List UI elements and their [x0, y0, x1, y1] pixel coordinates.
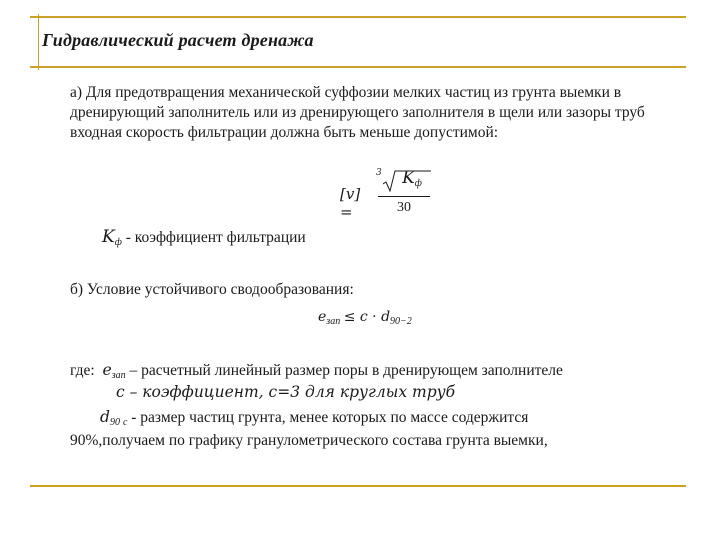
formula-lhs: [v] = [340, 185, 361, 221]
c-definition: c – коэффициент, c=3 для круглых труб [116, 383, 456, 401]
formula-numerator: $K_ф$ [402, 168, 422, 189]
e-definition: где: $e_{зап}$ – расчетный линейный размер поры в дренирующем заполнителе [70, 361, 563, 381]
formula-denominator: 30 [397, 200, 411, 215]
title-underline-rule [30, 66, 686, 68]
page-title: Гидравлический расчет дренажа [42, 30, 314, 50]
title-vertical-rule [38, 14, 39, 70]
formula-fraction [378, 168, 430, 216]
section-b-text: б) Условие устойчивого сводообразования: [70, 281, 354, 298]
bottom-rule [30, 485, 686, 487]
section-a-text: а) Для предотвращения механической суффозии мелких частиц из грунта выемки в дренирующий заполнитель или из дренирующего заполнителя в щели или зазоры труб входная скорость фильтрации должна быть меньше допустимой: [70, 84, 645, 141]
d-definition: $d_{90}$ $_с$ - размер частиц грунта, менее которых по массе содержится [100, 408, 529, 428]
bridging-formula: $e_{зап} \le c \cdot d_{90-2}$ [318, 309, 412, 327]
kf-definition: $K_ф$ - коэффициент фильтрации [102, 227, 306, 248]
root-index: 3 [376, 168, 382, 178]
fraction-bar [378, 196, 430, 197]
top-rule [30, 16, 686, 18]
d-definition-continued: 90%,получаем по графику гранулометрического состава грунта выемки, [70, 432, 548, 449]
